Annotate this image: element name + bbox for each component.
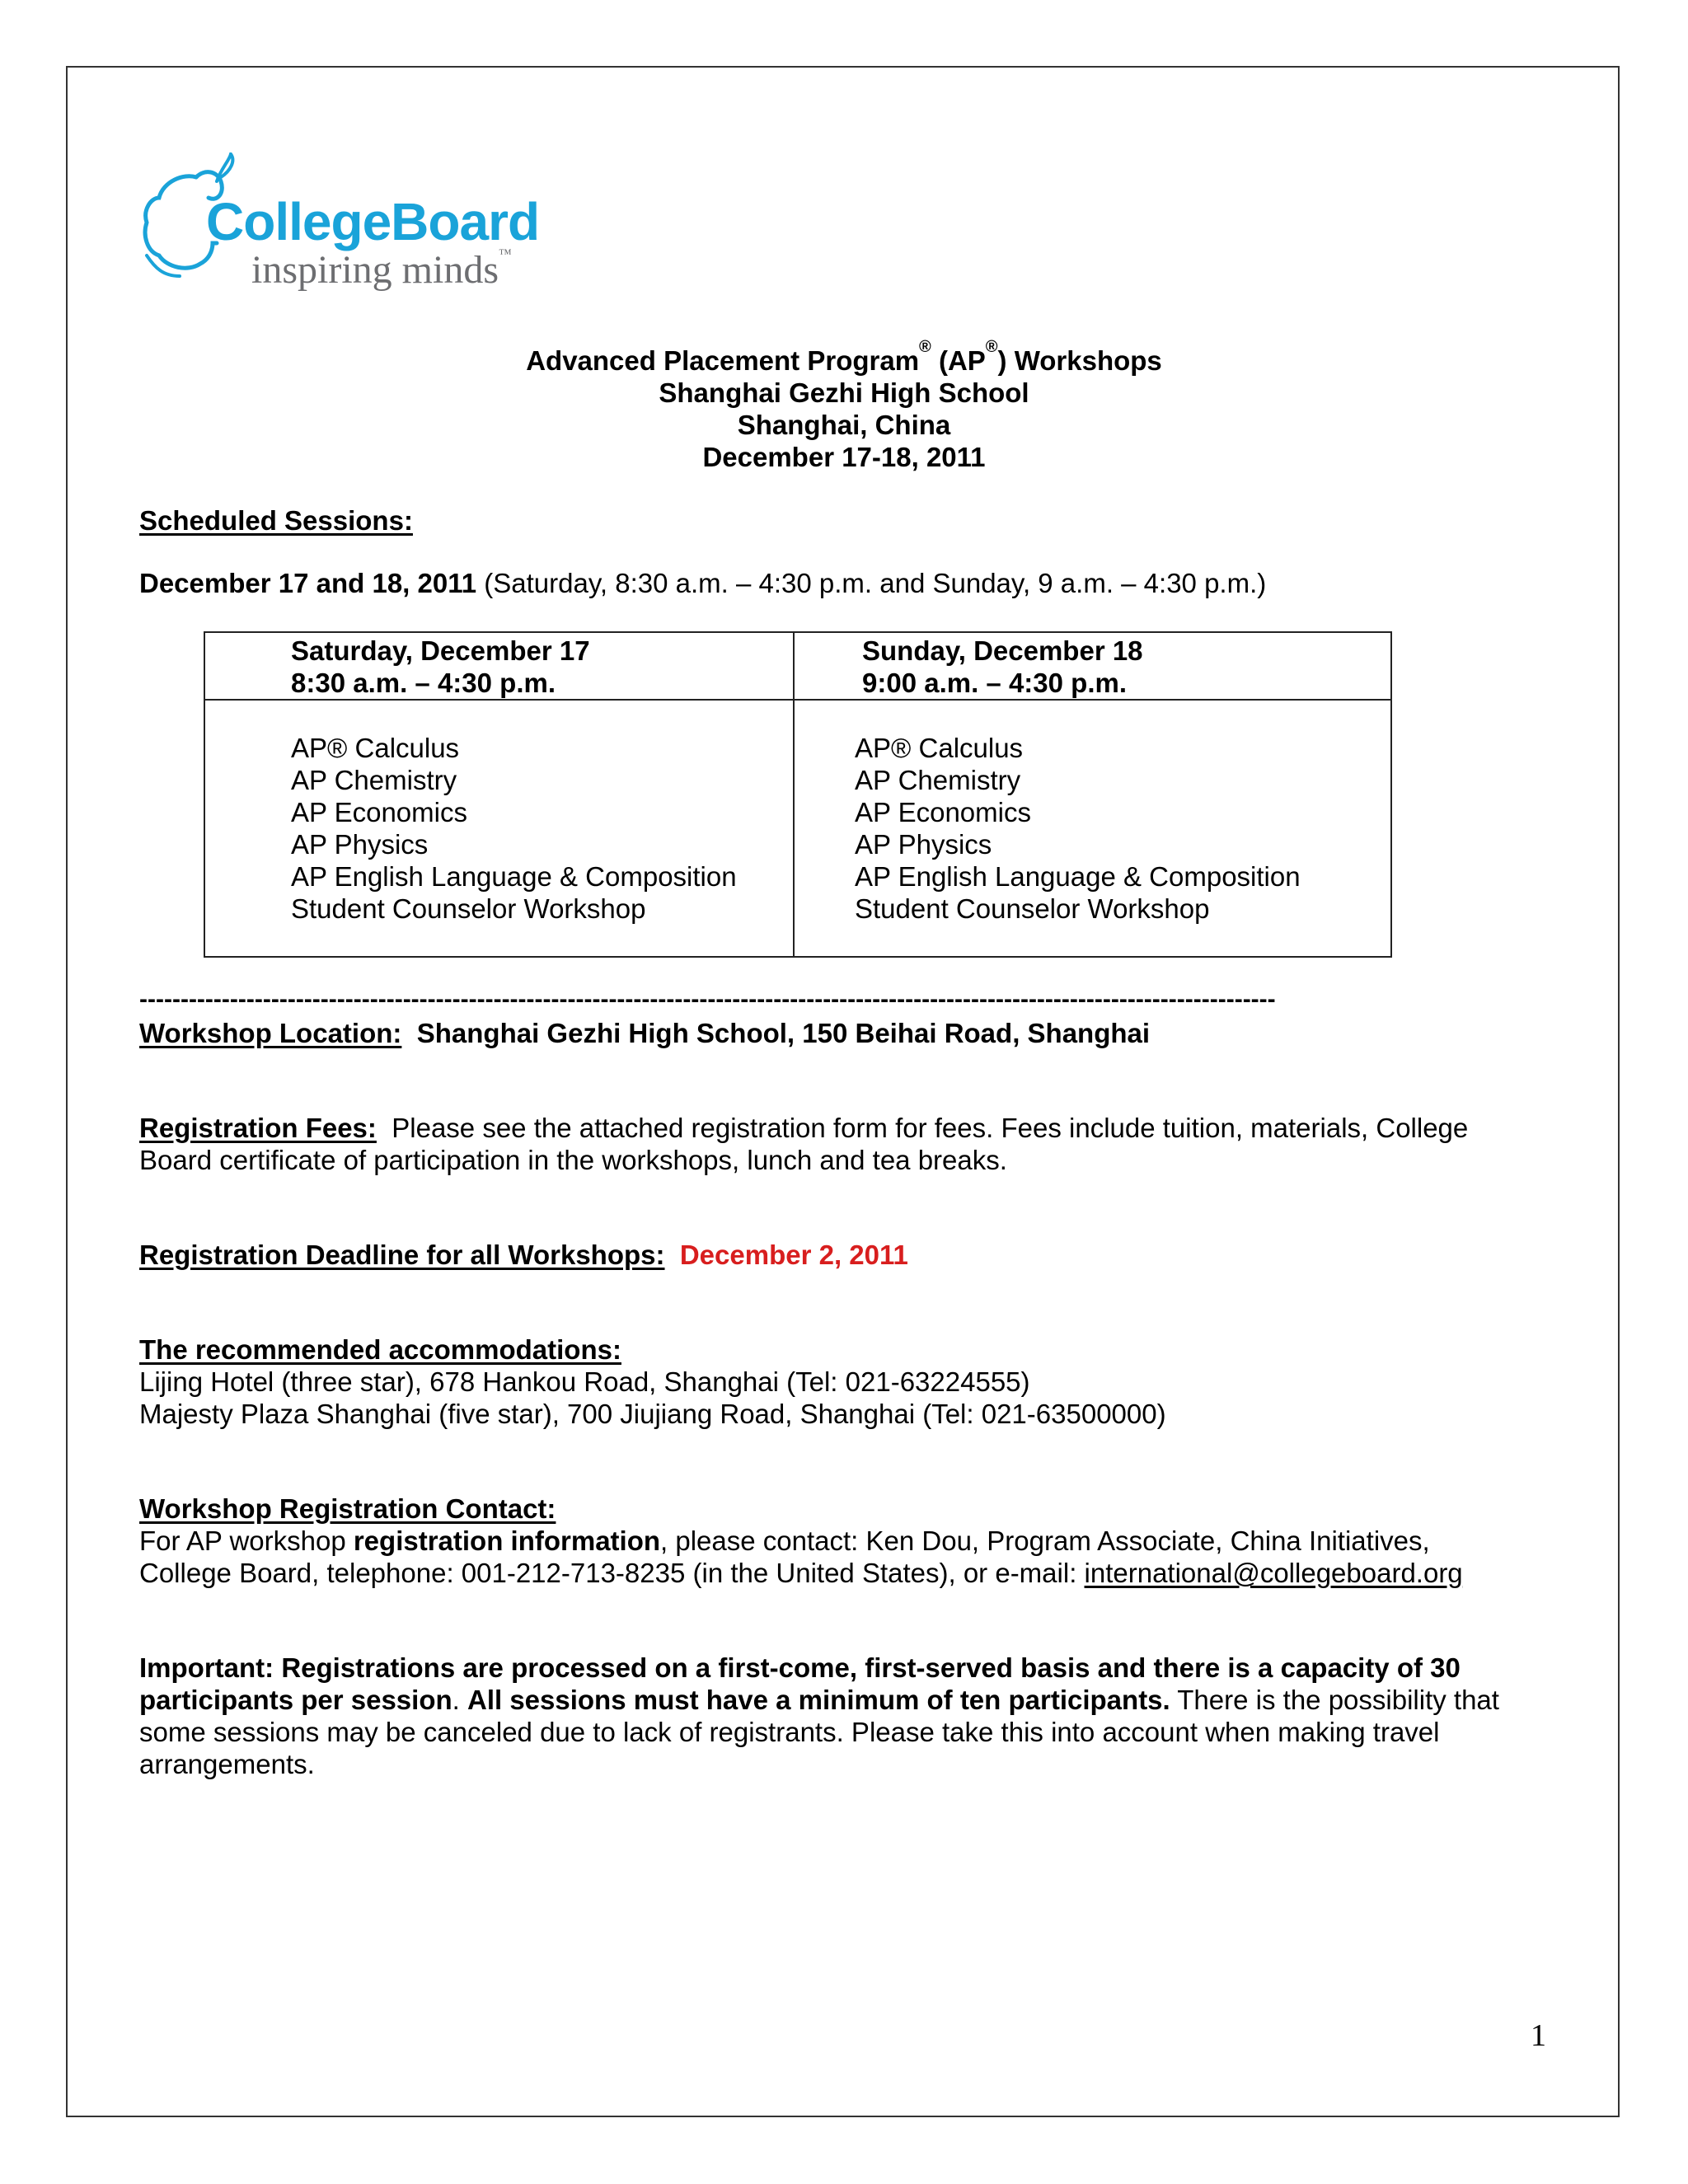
- dashed-divider: ------------------------------------------------------------------------------------------------------------------------------------------: [139, 986, 1276, 1013]
- workshop-location: [139, 1017, 1150, 1049]
- fees-line-1: Please see the attached registration form for fees. Fees include tuition, materials, College: [392, 1113, 1469, 1143]
- list-item: AP English Language & Composition: [855, 861, 1301, 892]
- important-line-1: Important: Registrations are processed on a first-come, first-served basis and there is a capacity of 30: [139, 1652, 1461, 1683]
- hotel-item: Lijing Hotel (three star), 678 Hankou Road, Shanghai (Tel: 021-63224555): [139, 1366, 1030, 1397]
- scheduled-sessions-heading: Scheduled Sessions:: [139, 505, 413, 536]
- registered-mark: ®: [919, 338, 931, 356]
- list-item: Student Counselor Workshop: [855, 893, 1210, 924]
- deadline-label: Registration Deadline for all Workshops:: [139, 1240, 665, 1270]
- list-item: AP Physics: [291, 829, 429, 860]
- location-value: Shanghai Gezhi High School, 150 Beihai Road, Shanghai: [416, 1018, 1151, 1048]
- title-line-3: Shanghai, China: [737, 410, 951, 440]
- saturday-time: 8:30 a.m. – 4:30 p.m.: [291, 668, 556, 698]
- list-item: AP English Language & Composition: [291, 861, 737, 892]
- contact-line-2: College Board, telephone: 001-212-713-8235 (in the United States), or e-mail: international@collegeboard.org: [139, 1558, 1463, 1588]
- registered-mark: ®: [985, 338, 998, 356]
- logo-tagline: [251, 247, 512, 293]
- list-item: AP Chemistry: [291, 765, 457, 795]
- saturday-sessions-cell: [204, 700, 794, 957]
- title-line-4: December 17-18, 2011: [702, 442, 986, 472]
- sunday-header-cell: [794, 632, 1391, 700]
- fees-label: Registration Fees:: [139, 1113, 377, 1143]
- contact-heading: Workshop Registration Contact:: [139, 1493, 556, 1524]
- important-line-2: participants per session. All sessions must have a minimum of ten participants. There is the possibility that: [139, 1685, 1499, 1715]
- logo-tm: ™: [499, 247, 512, 261]
- logo-brand: CollegeBoard: [206, 192, 540, 251]
- college-board-logo: [138, 148, 567, 313]
- list-item: AP® Calculus: [291, 733, 460, 763]
- list-item: AP Economics: [855, 797, 1031, 827]
- list-item: AP Chemistry: [855, 765, 1021, 795]
- table-header-row: [204, 632, 1391, 700]
- accommodations-heading: The recommended accommodations:: [139, 1334, 621, 1365]
- saturday-header-cell: [204, 632, 794, 700]
- registration-deadline: [139, 1239, 908, 1271]
- saturday-day: Saturday, December 17: [291, 635, 590, 666]
- scheduled-dates: December 17 and 18, 2011 (Saturday, 8:30 a.m. – 4:30 p.m. and Sunday, 9 a.m. – 4:30 p.m.): [139, 568, 1267, 598]
- title-line-2: Shanghai Gezhi High School: [659, 377, 1029, 408]
- location-label: Workshop Location:: [139, 1018, 402, 1048]
- page-number: 1: [1531, 2018, 1546, 2053]
- fees-line-2: Board certificate of participation in the workshops, lunch and tea breaks.: [139, 1145, 1007, 1175]
- sunday-sessions-cell: [794, 700, 1391, 957]
- schedule-table: [204, 631, 1392, 958]
- logo-tagline-text: inspiring minds: [251, 248, 499, 292]
- list-item: AP Economics: [291, 797, 467, 827]
- list-item: Student Counselor Workshop: [291, 893, 646, 924]
- list-item: AP Physics: [855, 829, 992, 860]
- deadline-date: December 2, 2011: [679, 1240, 908, 1270]
- registration-fees: [139, 1112, 1468, 1144]
- list-item: AP® Calculus: [855, 733, 1024, 763]
- important-line-4: arrangements.: [139, 1749, 315, 1779]
- table-body-row: [204, 700, 1391, 957]
- sunday-time: 9:00 a.m. – 4:30 p.m.: [862, 668, 1127, 698]
- sunday-day: Sunday, December 18: [862, 635, 1143, 666]
- email-link[interactable]: international@collegeboard.org: [1084, 1558, 1463, 1588]
- contact-line-1: For AP workshop registration information, please contact: Ken Dou, Program Associate, China Initiatives,: [139, 1526, 1430, 1556]
- hotel-item: Majesty Plaza Shanghai (five star), 700 Jiujiang Road, Shanghai (Tel: 021-63500000): [139, 1399, 1166, 1429]
- title-line-1: Advanced Placement Program® (AP®) Workshops: [526, 338, 1162, 376]
- important-line-3: some sessions may be canceled due to lack of registrants. Please take this into account when making travel: [139, 1717, 1440, 1747]
